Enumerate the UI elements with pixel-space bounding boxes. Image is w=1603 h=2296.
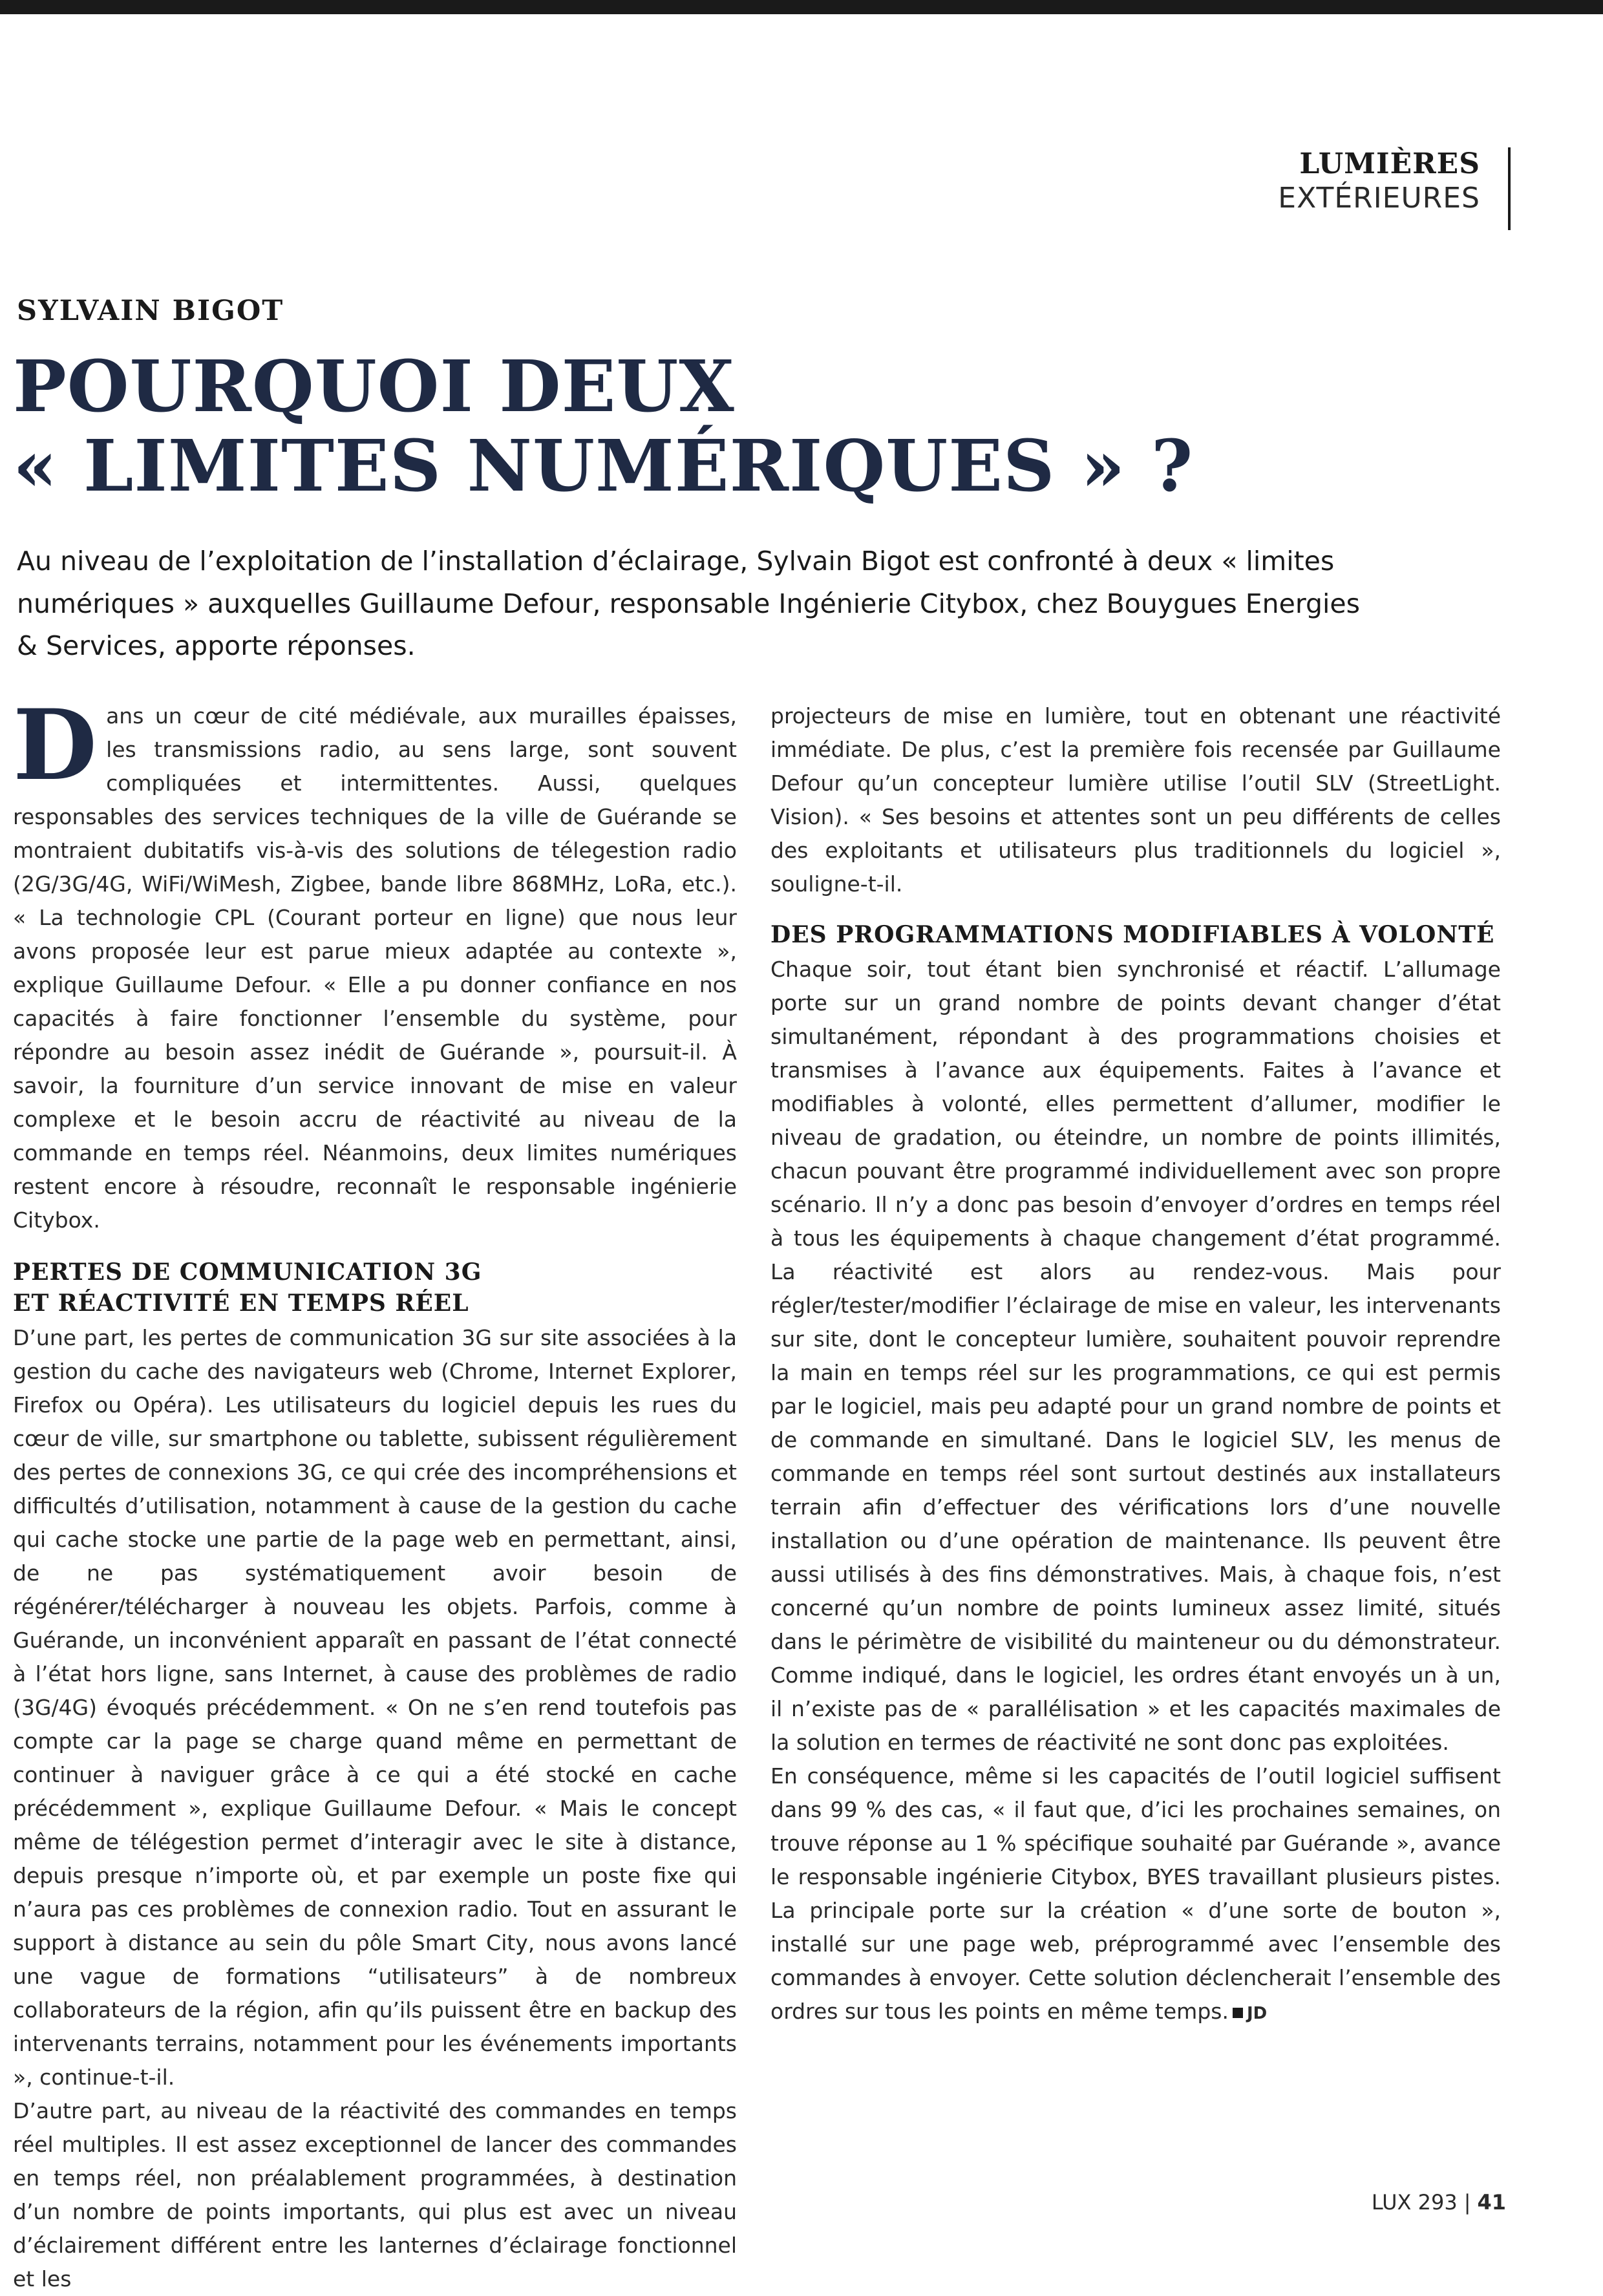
lede-paragraph: Au niveau de l’exploitation de l’installation d’éclairage, Sylvain Bigot est confronté à deux « limites numériques » auxquelles Guillaume Defour, responsable Ingénierie Citybox, chez Bouygues Energies & Services, apporte réponses. bbox=[17, 546, 1361, 662]
page-number: 41 bbox=[1477, 2190, 1506, 2215]
folio-separator: | bbox=[1463, 2190, 1471, 2215]
magazine-issue: LUX 293 bbox=[1371, 2190, 1458, 2215]
end-mark-icon bbox=[1233, 2008, 1243, 2018]
subhead-programmations: DES PROGRAMMATIONS MODIFIABLES À VOLONTÉ bbox=[770, 921, 1495, 948]
section-rubric bbox=[1278, 147, 1480, 216]
page-footer bbox=[1372, 2190, 1506, 2215]
author-name: SYLVAIN BIGOT bbox=[17, 295, 284, 327]
subhead-line-1: PERTES DE COMMUNICATION 3G bbox=[13, 1259, 482, 1286]
rubric-line-1: LUMIÈRES bbox=[1299, 147, 1480, 180]
body-paragraph: D’autre part, au niveau de la réactivité des commandes en temps réel multiples. Il est assez exceptionnel de lancer des commandes en temps réel, non préalablement programmées, à destination d’un nombre de points importants, qui plus est avec un niveau d’éclairement différent entre les lanternes d’éclairage fonctionnel et les bbox=[13, 2098, 737, 2291]
left-column bbox=[13, 688, 737, 2296]
rubric-vertical-rule bbox=[1508, 147, 1511, 230]
closing-paragraph bbox=[770, 1759, 1501, 2030]
body-paragraph: D’une part, les pertes de communication 3G sur site associées à la gestion du cache des navigateurs web (Chrome, Internet Explorer, Firefox ou Opéra). Les utilisateurs du logiciel depuis les rues du cœur de ville, sur smartphone ou tablette, subissent régulièrement des pertes de connexions 3G, ce qui crée des incompréhensions et difficultés d’utilisation, notamment à cause de la gestion du cache qui cache stocke une partie de la page web en permettant, ainsi, de ne pas systématiquement avoir besoin de régénérer/télécharger à nouveau les objets. Parfois, comme à Guérande, un inconvénient apparaît en passant de l’état connecté à l’état hors ligne, sans Internet, à cause des problèmes de radio (3G/4G) évoqués précédemment. « On ne s’en rend toutefois pas compte car la page se charge quand même en permettant de continuer à naviguer grâce à ce qui a été stocké en cache précédemment », explique Guillaume Defour. « Mais le concept même de télégestion permet d’interagir avec le site à distance, depuis presque n’importe où, et par exemple un poste fixe qui n’aura pas ces problèmes de connexion radio. Tout en assurant le support à distance au sein du pôle Smart City, nous avons lancé une vague de formations “utilisateurs” à de nombreux collaborateurs de la région, afin qu’ils puissent être en backup des intervenants terrains, notamment pour les événements importants », continue-t-il. bbox=[13, 1325, 737, 2090]
right-column bbox=[770, 699, 1501, 2030]
author-initials: JD bbox=[1246, 2004, 1268, 2023]
drop-cap: D bbox=[13, 688, 98, 802]
rubric-line-2: EXTÉRIEURES bbox=[1278, 181, 1480, 215]
subhead-pertes-communication bbox=[13, 1257, 737, 1319]
headline bbox=[13, 345, 1435, 508]
body-paragraph: projecteurs de mise en lumière, tout en obtenant une réactivité immédiate. De plus, c’est la première fois recensée par Guillaume Defour qu’un concepteur lumière utilise l’outil SLV (StreetLight. Vision). « Ses besoins et attentes sont un peu différents de celles des exploitants et utilisateurs plus traditionnels du logiciel », souligne-t-il. bbox=[770, 703, 1501, 897]
subhead-line-2: ET RÉACTIVITÉ EN TEMPS RÉEL bbox=[13, 1290, 469, 1317]
body-paragraph: Chaque soir, tout étant bien synchronisé et réactif. L’allumage porte sur un grand nombre de points devant changer d’état simultanément, répondant à des programmations choisies et transmises à l’avance aux équipements. Faites à l’avance et modifiables à volonté, elles permettent d’allumer, modifier le niveau de gradation, ou éteindre, un nombre de points illimités, chacun pouvant être programmé individuellement avec son propre scénario. Il n’y a donc pas besoin d’envoyer d’ordres en temps réel à tous les équipements à chaque changement d’état programmé. La réactivité est alors au rendez-vous. Mais pour régler/tester/modifier l’éclairage de mise en valeur, les intervenants sur site, dont le concepteur lumière, souhaitent pouvoir reprendre la main en temps réel sur les programmations, ce qui est permis par le logiciel, mais peu adapté pour un grand nombre de points et de commande en simultané. Dans le logiciel SLV, les menus de commande en temps réel sont surtout destinés aux installateurs terrain afin d’effectuer des vérifications lors d’une nouvelle installation ou d’une opération de maintenance. Ils peuvent être aussi utilisés à des fins démonstratives. Mais, à chaque fois, n’est concerné qu’un nombre de points lumineux assez limité, situés dans le périmètre de visibilité du mainteneur ou du démonstrateur. Comme indiqué, dans le logiciel, les ordres étant envoyés un à un, il n’existe pas de « parallélisation » et les capacités maximales de la solution en termes de réactivité ne sont donc pas exploitées. bbox=[770, 957, 1501, 1755]
top-border-bar bbox=[0, 0, 1603, 14]
headline-line-2: « LIMITES NUMÉRIQUES » ? bbox=[13, 424, 1194, 508]
closing-text: En conséquence, même si les capacités de l’outil logiciel suffisent dans 99 % des cas, « il faut que, d’ici les prochaines semaines, on trouve réponse au 1 % spécifique souhaité par Guérande », avance le responsable ingénierie Citybox, BYES travaillant plusieurs pistes. La principale porte sur la création « d’une sorte de bouton », installé sur une page web, préprogrammé avec l’ensemble des commandes à envoyer. Cette solution déclencherait l’ensemble des ordres sur tous les points en même temps. bbox=[770, 1763, 1501, 2024]
intro-text: ans un cœur de cité médiévale, aux murailles épaisses, les transmissions radio, au sens large, sont souvent compliquées et intermittentes. Aussi, quelques responsables des services techniques de la ville de Guérande se montraient dubitatifs vis-à-vis des solutions de télegestion radio (2G/3G/4G, WiFi/WiMesh, Zigbee, bande libre 868MHz, LoRa, etc.). « La technologie CPL (Courant porteur en ligne) que nous leur avons proposée leur est parue mieux adaptée au contexte », explique Guillaume Defour. « Elle a pu donner confiance en nos capacités à faire fonctionner l’ensemble du système, pour répondre au besoin assez inédit de Guérande », poursuit-il. À savoir, la fourniture d’un service innovant de mise en valeur complexe et le besoin accru de réactivité au niveau de la commande en temps réel. Néanmoins, deux limites numériques restent encore à résoudre, reconnaît le responsable ingénierie Citybox. bbox=[13, 703, 737, 1233]
headline-line-1: POURQUOI DEUX bbox=[13, 345, 735, 428]
intro-paragraph bbox=[13, 688, 737, 1237]
